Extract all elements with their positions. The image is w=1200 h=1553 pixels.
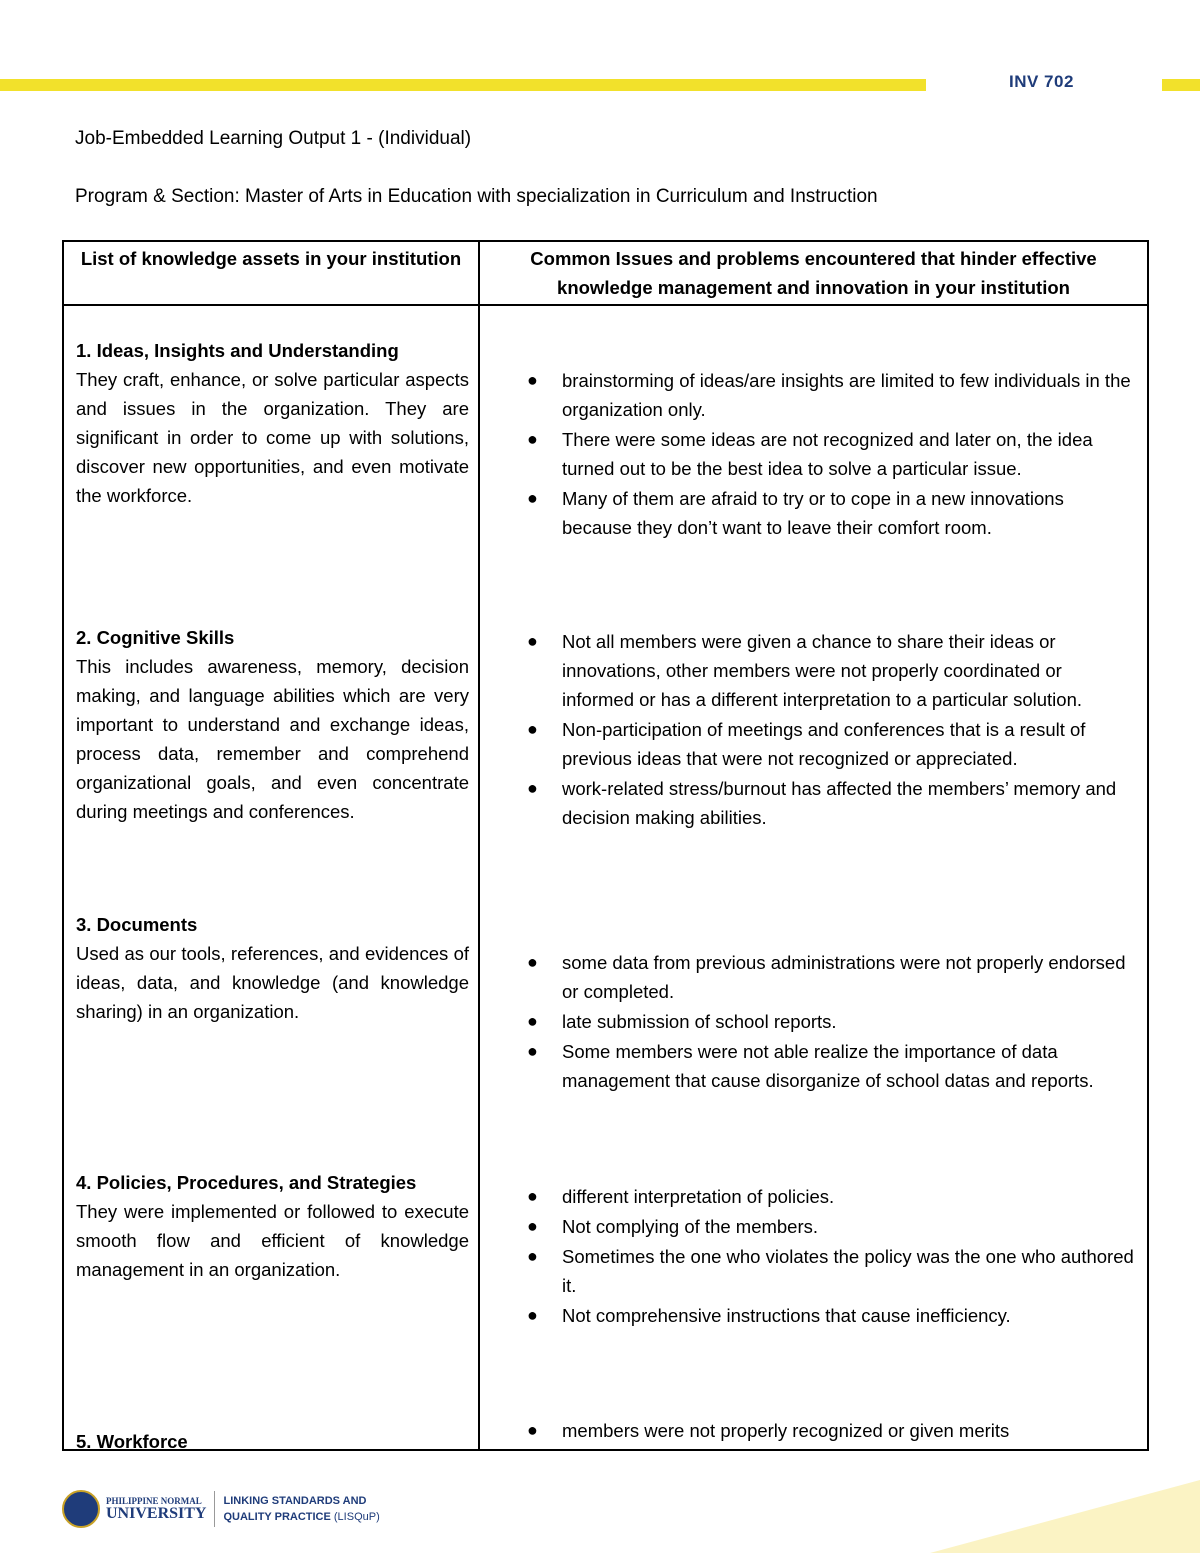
asset-title: 2. Cognitive Skills xyxy=(76,627,235,648)
bullet-icon: ● xyxy=(527,1420,538,1440)
list-item: ● late submission of school reports. xyxy=(522,1007,1137,1036)
footer-tagline: LINKING STANDARDS AND QUALITY PRACTICE (LISQuP) xyxy=(223,1495,380,1523)
asset-title: 3. Documents xyxy=(76,914,198,935)
header-knowledge-assets: List of knowledge assets in your institution xyxy=(63,241,479,305)
asset-description: They craft, enhance, or solve particular aspects and issues in the organization. They are significant in order to come up with solutions, discover new opportunities, and even motivate the workforce. xyxy=(76,369,469,506)
list-item: ● some data from previous administrations were not properly endorsed or completed. xyxy=(522,948,1137,1006)
list-item: ● different interpretation of policies. xyxy=(522,1182,1137,1211)
program-section-line: Program & Section: Master of Arts in Education with specialization in Curriculum and Instruction xyxy=(75,186,878,207)
list-item: ● members were not properly recognized or given merits xyxy=(522,1416,1137,1445)
university-name: PHILIPPINE NORMAL UNIVERSITY xyxy=(106,1495,207,1522)
bullet-icon: ● xyxy=(527,778,538,798)
bullet-icon: ● xyxy=(527,1041,538,1061)
list-item: ● Non-participation of meetings and conferences that is a result of previous ideas that were not recognized or appreciated. xyxy=(522,715,1137,773)
bullet-icon: ● xyxy=(527,952,538,972)
asset-title: 4. Policies, Procedures, and Strategies xyxy=(76,1172,417,1193)
list-item: ● brainstorming of ideas/are insights are limited to few individuals in the organization only. xyxy=(522,366,1137,424)
list-item: ● Many of them are afraid to try or to cope in a new innovations because they don’t want to leave their comfort room. xyxy=(522,484,1137,542)
list-item: ● Not all members were given a chance to share their ideas or innovations, other members were not properly coordinated or informed or has a different interpretation to a particular solution. xyxy=(522,627,1137,714)
bullet-icon: ● xyxy=(527,719,538,739)
list-item: ● Sometimes the one who violates the policy was the one who authored it. xyxy=(522,1242,1137,1300)
bullet-icon: ● xyxy=(527,1011,538,1031)
header-common-issues: Common Issues and problems encountered that hinder effective knowledge management and innovation in your institution xyxy=(479,241,1148,305)
bullet-icon: ● xyxy=(527,631,538,651)
asset-description: Used as our tools, references, and evidences of ideas, data, and knowledge (and knowledge sharing) in an organization. xyxy=(76,943,469,1022)
asset-title: 1. Ideas, Insights and Understanding xyxy=(76,340,399,361)
asset-description: This includes awareness, memory, decision making, and language abilities which are very important to understand and exchange ideas, process data, remember and comprehend organizational goals, and even concentrate during meetings and conferences. xyxy=(76,656,469,822)
asset-description: They were implemented or followed to execute smooth flow and efficient of knowledge management in an organization. xyxy=(76,1201,469,1280)
list-item: ● work-related stress/burnout has affected the members’ memory and decision making abilities. xyxy=(522,774,1137,832)
bullet-icon: ● xyxy=(527,1216,538,1236)
bullet-icon: ● xyxy=(527,1305,538,1325)
asset-title: 5. Workforce xyxy=(76,1431,188,1452)
bullet-icon: ● xyxy=(527,1246,538,1266)
bullet-icon: ● xyxy=(527,488,538,508)
list-item: ● There were some ideas are not recognized and later on, the idea turned out to be the best idea to solve a particular issue. xyxy=(522,425,1137,483)
list-item: ● Not comprehensive instructions that cause inefficiency. xyxy=(522,1301,1137,1330)
list-item: ● Some members were not able realize the importance of data management that cause disorganize of school datas and reports. xyxy=(522,1037,1137,1095)
course-code: INV 702 xyxy=(1009,72,1074,91)
list-item: ● Not complying of the members. xyxy=(522,1212,1137,1241)
bullet-icon: ● xyxy=(527,429,538,449)
document-title: Job-Embedded Learning Output 1 - (Individual) xyxy=(75,128,472,149)
bullet-icon: ● xyxy=(527,1186,538,1206)
bullet-icon: ● xyxy=(527,370,538,390)
